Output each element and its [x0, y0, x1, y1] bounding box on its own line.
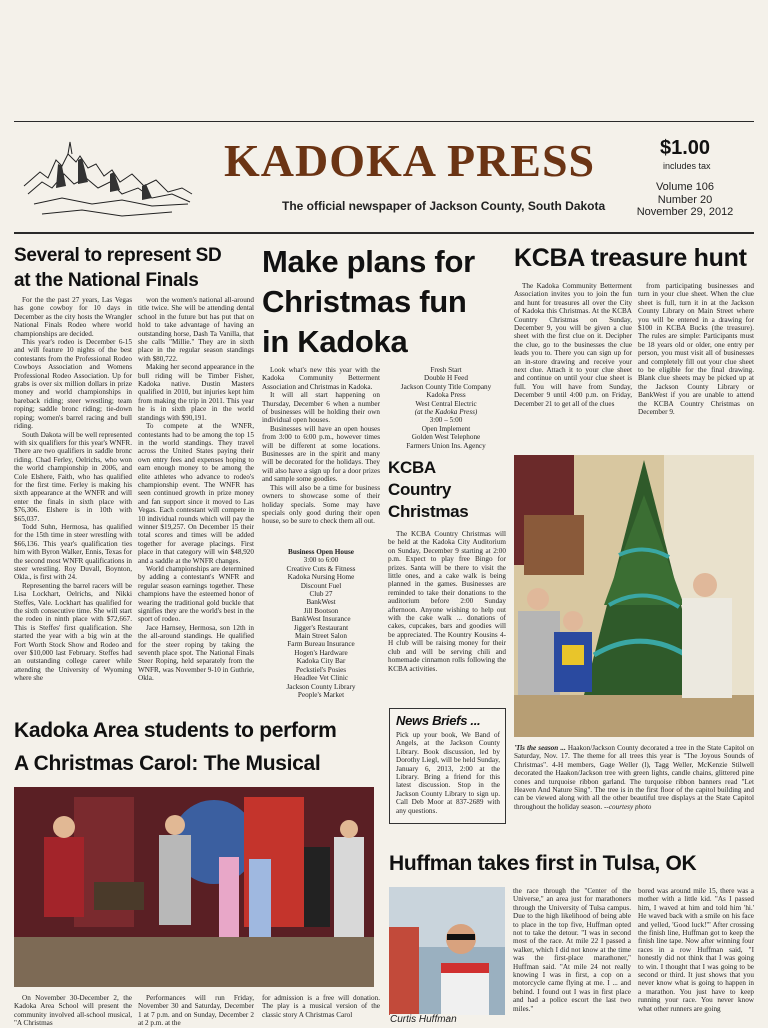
kcba-hunt-headline: KCBA treasure hunt — [514, 244, 747, 272]
huffman-column-1: the race through the "Center of the Universe," an area just for marathoners through the University of Tulsa campus. Due to the high likelihood of being able to place in the top five, Huffman opted not to take the detour. "I was in second most of the race. At mile 22 I passed a walker, which I did not know at the time was the first-place marathoner," Huffman said. "At mile 24 not really knowing I was in first, a cop on a motorcycle came flying at me. I ... and behind. I found out I was in first place and had a police escort the last two miles." — [513, 887, 631, 1013]
badlands-logo-icon — [22, 134, 194, 226]
nfr-column-2: won the women's national all-around title twice. She will be attending dental school in the future but has put that on hold to take advantage of having an outstanding horse, Dash Ta Vanilla, that she calls "Millie." They are in sixth place in the regular season standings with $80,722. Making her second appearance in the bull riding will be Timber Fisher, Kadoka native. Dustin Masters qualified in 2010, but injuries kept him from making the trip in 2011. This year he is in sixth place in the world standings with $90,191. To compete at the WNFR, contestants had to be among the top 15 in the world standings. They travel across the United States paying their own entry fees and expenses hoping to earn enough money to be among the elite athletes who advance to rodeo's championship event. The WNFR has seen continued growth in prize money and fan support since it moved to Las Vegas. Each contestant will compete in 10 individual rounds which will pay the winner $19,257. On December 15 their total scores and times will be added together for average placings. First place in that category will win $48,920 and a saddle at the WNFR changes. World championships are determined by adding a contestant's WNFR and regular season earnings together. These champions have the esteemed honor of wearing the traditional gold buckle that signifies they are the world's best in the sport of rodeo. Jace Harnsey, Hermosa, son 12th in the all-around standings. He qualified for the steer roping by taking the seventh place spot. The National Finals Steer Roping, held separately from the WNFR, was November 9-10 in Guthrie, Okla. — [138, 296, 254, 683]
kcba-country-text: The KCBA Country Christmas will be held at the Kadoka City Auditorium on Sunday, December 9 starting at 2:00 p.m. Expect to play free Bingo for prizes. Santa will be there to visit the little ones, and a cake walk is being planned in the games. Businesses are reminded to take their donations to the auditorium before 2:00 Sunday afternoon. Anyone wishing to help out with the cake walk ... donations of cakes, cupcakes, bars and goodies will be appreciated. The Kountry Kousins 4-H club will be raising money for their club and will be serving chili and homemade cinnamon rolls following the KCBA activities. — [388, 530, 506, 673]
carol-column-1: On November 30-December 2, the Kadoka Area School will present the community involved all-school musical, "A Christmas — [14, 994, 132, 1028]
tree-photo-caption: 'Tis the season ... Haakon/Jackson County decorated a tree in the State Capitol on Saturday, Nov. 17. The theme for all trees this year is "The Joyous Sounds of Christmas". 4-H members, Gage Weller (l), Tagg Weller, McKenzie Stilwell decorated the Haakon/Jackson tree with green lights, candle chains, glittered pine cones and turquoise ribbon garland. The turquoise ribbon banners read "Let Heaven And Nature Sing". The tree is in the first floor of the capitol building and can be viewed along with all the other beautiful tree displays at the State Capitol throughout the holiday season. --courtesy photo — [514, 744, 755, 811]
christmas-article-text: Look what's new this year with the Kadoka Community Betterment Association and Christmas in Kadoka. It will all start happening on Thursday, December 6 when a number of businesses will be holding their own individual open houses. Businesses will have an open houses from 3:00 to 6:00 p.m., however times will be different at some locations. Businesses are in the spirit and many will be decorated for the holidays. They will also have a sign up for a door prizes and sample some goodies. This will also be a time for business owners to showcase some of their holiday specials. Some may have specials only good during their open house, so be sure to check them all out. — [262, 366, 380, 526]
kcba-country-headline: KCBA Country Christmas — [388, 458, 469, 521]
masthead-bottom-rule — [14, 232, 754, 234]
issue-number: Number 20 — [657, 193, 713, 206]
christmas-headline: Make plans for Christmas fun in Kadoka — [262, 244, 475, 359]
carol-headline: Kadoka Area students to perform A Christmas Carol: The Musical — [14, 719, 337, 775]
masthead-tagline: The official newspaper of Jackson County, South Dakota — [282, 199, 606, 213]
issue-date: November 29, 2012 — [636, 206, 734, 218]
christmas-tree-photo — [514, 455, 754, 737]
news-briefs-title: News Briefs ... — [396, 713, 481, 728]
news-briefs-text: Pick up your book, We Band of Angels, at the Jackson County Library. Book discussion, led by Dorothy Liegl, will be held Sunday, January 6, 2013, 2:00 at the Library. Bring a friend for this latest discussion. Stop in the Jackson County Library to sign up. Call Deb Moor at 837-2689 with any questions. — [396, 731, 500, 815]
kcba-hunt-column-1: The Kadoka Community Betterment Association invites you to join the fun and hunt for treasures all over the City of Kadoka this Christmas. At the KCBA Country Christmas on Sunday, December 9, you will be given a clue sheet with the first clue on it. Decipher the clue, go to the businesses the clue leads you to. There you can sign up for an in-store drawing and receive your next clue. Attach it to your clue sheet and continue on until your clue sheet is full. You will have from Sunday, December 9 until 4:00 p.m. on Friday, December 21 to get all of the clues — [514, 282, 632, 408]
price-note: includes tax — [663, 161, 711, 171]
carol-column-2: Performances will run Friday, November 30 and Saturday, December 1 at 7 p.m. and on Sunday, December 2 at 2 p.m. at the — [138, 994, 254, 1028]
issue-info — [633, 181, 737, 219]
christmas-tree-image — [514, 455, 754, 737]
newspaper-title: KADOKA PRESS — [224, 135, 596, 186]
price: $1.00 — [660, 137, 711, 159]
open-house-list-2: Fresh Start Double H Feed Jackson County Title Company Kadoka Press West Central Electric (at the Kadoka Press) 3:00 – 5:00 Open Implement Golden West Telephone Farmers Union Ins. Agency — [400, 366, 492, 450]
carol-column-3: for admission is a free will donation. The play is a musical version of the classic story A Christmas Carol — [262, 994, 380, 1019]
musical-rehearsal-image — [14, 787, 374, 987]
open-house-list: Business Open House 3:00 to 6:00 Creative Cuts & Fitness Kadoka Nursing Home Discount Fuel Club 27 BankWest Jill Bootson BankWest Insurance Jigger's Restaurant Main Street Salon Farm Bureau Insurance Hogen's Hardware Kadoka City Bar Peckstiel's Posies Headlee Vet Clinic Jackson County Library People's Market — [286, 548, 356, 699]
huffman-headline: Huffman takes first in Tulsa, OK — [389, 852, 697, 875]
kcba-hunt-column-2: from participating businesses and turn in your clue sheet. When the clue sheet is full, turn it in at the Jackson County Library on Main Street where you will be entered in a drawing for $100 in KCBA Bucks (the treasure). The rules are simple: Participants must be 18 years old or older, one entry per person, you must visit all of businesses and completely fill out your clue sheet to be eligible for the final drawing. Blank clue sheets may be picked up at the Jackson County Library or BankWest if you are unable to attend the KCBA Country Christmas on December 9. — [638, 282, 754, 417]
huffman-photo-caption: Curtis Huffman — [390, 1014, 457, 1025]
news-briefs-box — [389, 708, 506, 824]
huffman-photo — [389, 887, 505, 1015]
volume: Volume 106 — [655, 181, 715, 193]
huffman-column-2: bored was around mile 15, there was a mother with a little kid. "As I passed him, I waved at him and told him 'hi.' He waved back with a smile on his face and yelled, 'Good luck!'" After crossing the finish line, Huffman got to keep the finish line tape. Now after winning four races in a row Huffman said, "I honestly did not think that I was going to win. I thought that I was going to be second or third. It just shows that you never know what is going to happen in a marathon. You just have to keep running your race. You never know what other runners are going — [638, 887, 754, 1013]
masthead-top-rule — [14, 121, 754, 122]
nfr-headline: Several to represent SD at the National Finals — [14, 245, 222, 291]
nfr-column-1: For the the past 27 years, Las Vegas has gone cowboy for 10 days in December as the city hosts the Wrangler National Finals Rodeo where world championships are decided. This year's rodeo is December 6-15 and will feature 10 nights of the best contestants from the Professional Rodeo Cowboys Association and Womens Professional Rodeo Association. Up for grabs is over six million dollars in prize money and world championships in bareback riding; steer wrestling; team roping; saddle bronc riding; tie-down roping; women's barrel racing and bull riding. South Dakota will be well represented with six qualifiers for this year's WNFR. There are two qualifiers in saddle bronc riding. Chad Ferley, Oelrichs, who won the world championship in 2006, and Cole Elshere, Faith, who has qualified for the first time. Ferley is making his sixth appearance at the WNFR and will enter the finals in sixth place with $76,306. Elshere is in 10th with $65,037. Todd Suhn, Hermosa, has qualified for the 15th time in steer wrestling with $66,136. This year's qualification ties him with Byron Walker, Ennis, Texas for the second most WNFR qualifications in steer wrestling. Roy Duvall, Boynton, Okla., is first with 24. Representing the barrel racers will be Lisa Lockhart, Oelrichs, and Nikki Steffes, Vale. Lockhart has qualified for the sixth consecutive time. She will start the rodeo in ninth place with $72,667. This is Steffes' first qualification. She started the year with a big win at the Fort Worth Stock Show and Rodeo and over $10,000 last February. Steffes had an outstanding college career while attending the University of Wyoming where she — [14, 296, 132, 683]
musical-rehearsal-photo — [14, 787, 374, 987]
runner-image — [389, 887, 505, 1015]
